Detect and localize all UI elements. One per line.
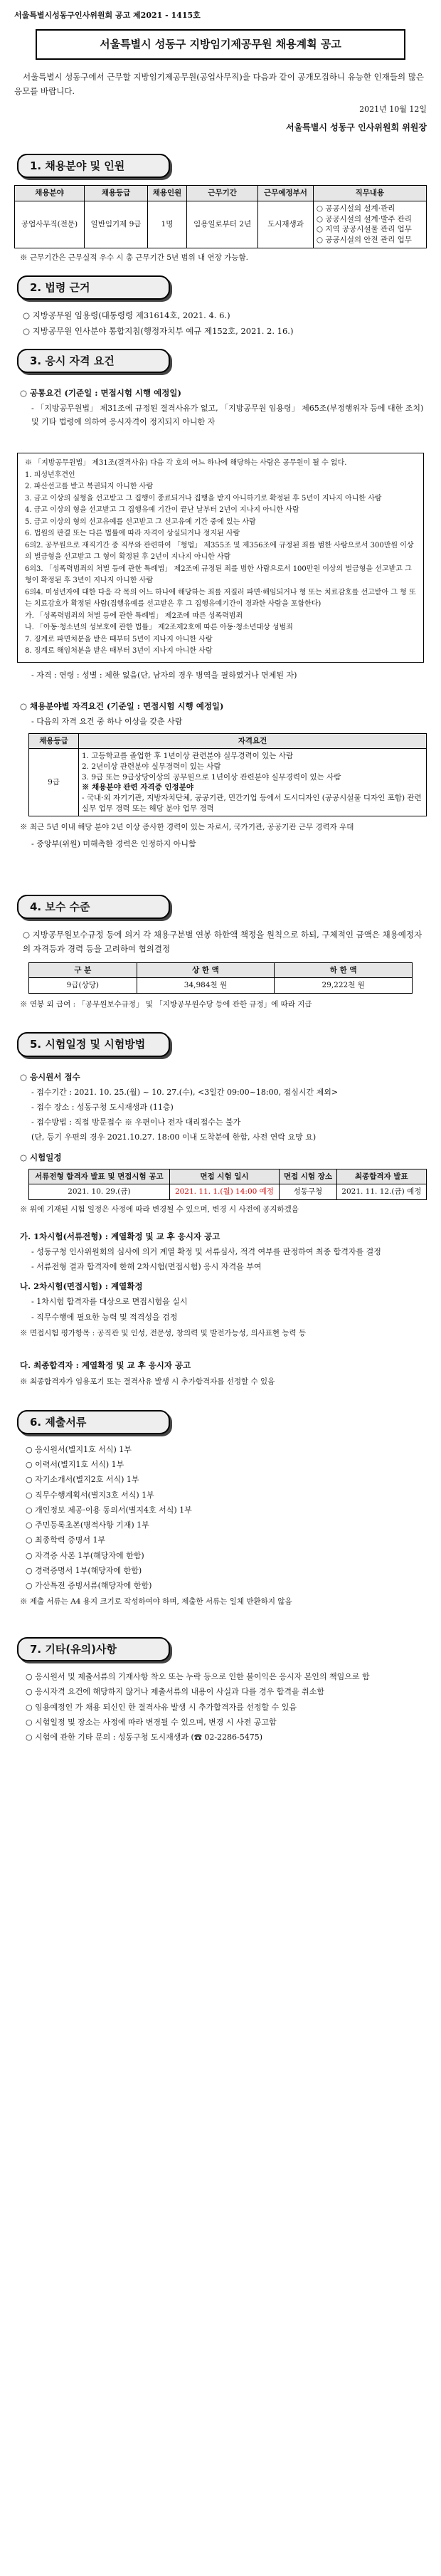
- intro-text: 서울특별시 성동구에서 근무할 지방임기제공무원(공업사무직)을 다음과 같이 공개모집하니 유능한 인재들의 많은 응모를 바랍니다.: [14, 71, 424, 96]
- duty-item: ○ 지역 공공시설물 관리 업무: [316, 225, 412, 234]
- section1-note: ※ 근무기간은 근무실적 우수 시 총 근무기간 5년 범위 내 연장 가능함.: [20, 253, 248, 262]
- document-item: ○ 개인정보 제공·이용 동의서(별지4호 서식) 1부: [26, 1505, 192, 1515]
- recruitment-table: [14, 185, 427, 248]
- section3-note: - 중앙부(위원) 미해촉한 경력은 인정하지 아니함: [31, 838, 196, 848]
- box-line: 가. 「성폭력범죄의 처벌 등에 관한 특례법」 제2조에 따른 성폭력범죄: [25, 611, 243, 620]
- document-item: ○ 이력서(별지1호 서식) 1부: [26, 1460, 124, 1470]
- section-heading-3: 3. 응시 자격 요건: [17, 349, 170, 373]
- receipt-item: - 접수 장소 : 성동구청 도시재생과 (11층): [31, 1102, 174, 1112]
- th-sched-doc: 서류전형 합격자 발표 및 면접시험 공고: [29, 1169, 170, 1184]
- step2-note: ※ 면접시험 평가항목 : 공직관 및 인성, 전문성, 창의력 및 발전가능성, 의사표현 능력 등: [20, 1328, 307, 1337]
- section3-note: ※ 최근 5년 이내 해당 분야 2년 이상 종사한 경력이 있는 자로서, 국가기관, 공공기관 근무 경력자 우대: [20, 823, 354, 832]
- box-line: 5. 금고 이상의 형의 선고유예를 선고받고 그 선고유예 기간 중에 있는 사람: [25, 517, 256, 526]
- salary-description: ○ 지방공무원보수규정 등에 의거 각 채용구분별 연봉 하한액 책정을 원칙으로 하되, 구체적인 금액은 채용예정자의 자격등과 경력 등을 고려하여 협의결정: [23, 930, 423, 955]
- rank-item: 2. 2년이상 관련분야 실무경력이 있는 사람: [82, 762, 221, 771]
- cell-salary-max: 34,984천 원: [137, 978, 275, 994]
- law-item: ○ 지방공무원 임용령(대통령령 제31614호, 2021. 4. 6.): [23, 310, 230, 321]
- th-field: 채용분야: [15, 186, 85, 201]
- cell-salary-category: 9급(상당): [29, 978, 137, 994]
- box-line: 6. 법원의 판결 또는 다른 법률에 따라 자격이 상실되거나 정지된 사람: [25, 530, 240, 538]
- step2-title: 나. 2차시험(면접시험) : 계열확정: [20, 1281, 143, 1292]
- notice-item: ○ 시험일정 및 장소는 사정에 따라 변경될 수 있으며, 변경 시 사전 공고함: [26, 1717, 277, 1727]
- table-row: [29, 749, 427, 816]
- section-heading-5: 5. 시험일정 및 시험방법: [17, 1032, 170, 1056]
- cell-grade: 일반임기제 9급: [85, 201, 148, 248]
- th-salary-min: 하 한 액: [275, 962, 413, 978]
- document-item: ○ 주민등록초본(병적사항 기재) 1부: [26, 1520, 149, 1530]
- page-title: 서울특별시 성동구 지방임기제공무원 채용계획 공고: [36, 29, 405, 59]
- disqualification-box: [17, 453, 424, 663]
- box-line: 1. 피성년후견인: [25, 470, 75, 479]
- box-line: 3. 금고 이상의 실형을 선고받고 그 집행이 종료되거나 집행을 받지 아니하기로 확정된 후 5년이 지나지 아니한 사람: [25, 494, 382, 503]
- rank-requirements-sub: - 다음의 자격 요건 중 하나 이상을 갖춘 사람: [31, 717, 183, 727]
- th-rank-grade: 채용등급: [29, 733, 79, 749]
- table-row: [29, 1184, 427, 1200]
- notice-item: ○ 임용예정인 가 채용 되신인 한 결격사유 발생 시 추가합격자를 선정할 수 있음: [26, 1702, 297, 1712]
- notice-item: ○ 시험에 관한 기타 문의 : 성동구청 도시재생과 (☎ 02-2286-5475): [26, 1733, 263, 1742]
- rank-item: - 국내·외 자기기관, 지방자치단체, 공공기관, 민간기업 등에서 도시디자인 (공공시설물 디자인 포함) 관련 실무 업무 경력 또는 해당 분야 업무 경력: [82, 794, 422, 813]
- th-period: 근무기간: [187, 186, 258, 201]
- document-item: ○ 최종학력 증명서 1부: [26, 1535, 106, 1545]
- box-line: 6의2. 공무원으로 재직기간 중 직무와 관련하여 「형법」 제355조 및 제356조에 규정된 죄를 범한 사람으로서 300만원 이상의 벌금형을 선고받고 그 형이 확정된 후 2년이 지나지 아니한 사람: [25, 541, 414, 562]
- rank-requirements-title: ○ 채용분야별 자격요건 (기준일 : 면접시험 시행 예정일): [20, 701, 224, 712]
- schedule-note: ※ 위에 기재된 시험 일정은 사정에 따라 변경될 수 있으며, 변경 시 사전에 공지하겠음: [20, 1205, 299, 1214]
- cell-rank-items: [79, 749, 427, 816]
- application-receipt-title: ○ 응시원서 접수: [20, 1071, 80, 1082]
- cell-count: 1명: [147, 201, 186, 248]
- section-heading-4: 4. 보수 수준: [17, 895, 170, 919]
- document-item: ○ 자기소개서(별지2호 서식) 1부: [26, 1475, 139, 1485]
- box-line: 나. 「아동·청소년의 성보호에 관한 법률」 제2조제2호에 따른 아동·청소년대상 성범죄: [25, 624, 293, 632]
- th-rank-requirements: 자격요건: [79, 733, 427, 749]
- cell-field: 공업사무직(전문): [15, 201, 85, 248]
- section-heading-1: 1. 채용분야 및 인원: [17, 154, 170, 178]
- box-line: ※ 「지방공무원법」 제31조(결격사유) 다음 각 호의 어느 하나에 해당하는 사람은 공무원이 될 수 없다.: [25, 459, 347, 468]
- rank-item: 1. 고등학교를 졸업한 후 1년이상 관련분야 실무경력이 있는 사람: [82, 752, 293, 761]
- section-heading-6: 6. 제출서류: [17, 1410, 170, 1434]
- cell-sched-final: 2021. 11. 12.(금) 예정: [336, 1184, 426, 1200]
- receipt-note: (단, 등기 우편의 경우 2021.10.27. 18:00 이내 도착분에 한함, 사전 연락 요망 요): [31, 1132, 317, 1142]
- box-line: 6의3. 「성폭력범죄의 처벌 등에 관한 특례법」 제2조에 규정된 죄를 범한 사람으로서 100만원 이상의 벌금형을 선고받고 그 형이 확정된 후 3년이 지나지 아니한 사람: [25, 564, 412, 585]
- cell-sched-doc: 2021. 10. 29.(금): [29, 1184, 170, 1200]
- cell-sched-place: 성동구청: [280, 1184, 337, 1200]
- document-item: ○ 직무수행계획서(별지3호 서식) 1부: [26, 1490, 154, 1500]
- th-count: 채용인원: [147, 186, 186, 201]
- th-salary-category: 구 분: [29, 962, 137, 978]
- rank-item: 3. 9급 또는 9급상당이상의 공무원으로 1년이상 관련분야 실무경력이 있는 사람: [82, 772, 341, 782]
- documents-note: ※ 제출 서류는 A4 용지 크기로 작성하여야 하며, 제출한 서류는 일체 반환하지 않음: [20, 1597, 292, 1607]
- final-title: 다. 최종합격자 : 계열확정 및 교 후 응시자 공고: [20, 1360, 191, 1371]
- th-sched-date: 면접 시험 일시: [169, 1169, 279, 1184]
- step1-item: - 성동구청 인사위원회의 심사에 의거 계열 확정 및 서류심사, 적격 여부를 판정하여 최종 합격자를 결정: [31, 1246, 381, 1256]
- section-heading-2: 2. 법령 근거: [17, 275, 170, 300]
- notice-item: ○ 응시자격 요건에 해당하지 않거나 제출서류의 내용이 사실과 다를 경우 합격을 취소함: [26, 1687, 324, 1697]
- receipt-item: - 접수방법 : 직접 방문접수 ※ 우편이나 전자 대리접수는 불가: [31, 1118, 241, 1127]
- cell-dept: 도시재생과: [258, 201, 314, 248]
- law-item: ○ 지방공무원 인사분야 통합지침(행정자치부 예규 제152호, 2021. 2. 16.): [23, 326, 294, 337]
- cell-period: 임용일로부터 2년: [187, 201, 258, 248]
- cell-duties: [313, 201, 426, 248]
- step2-item: - 1차시험 합격자를 대상으로 면접시험을 실시: [31, 1297, 188, 1307]
- document-item: ○ 응시원서(별지1호 서식) 1부: [26, 1444, 132, 1454]
- salary-note: ※ 연봉 외 급여 : 「공무원보수규정」 및 「지방공무원수당 등에 관한 규정」에 따라 지급: [20, 999, 312, 1009]
- th-sched-place: 면접 시험 장소: [280, 1169, 337, 1184]
- common-requirements-title: ○ 공통요건 (기준일 : 면접시험 시행 예정일): [20, 387, 181, 398]
- step2-item: - 직무수행에 필요한 능력 및 적격성을 검정: [31, 1312, 178, 1322]
- receipt-item: - 접수기간 : 2021. 10. 25.(월) ~ 10. 27.(수), <3일간 09:00~18:00, 점심시간 제외>: [31, 1087, 339, 1097]
- schedule-table: [28, 1169, 427, 1200]
- section-heading-7: 7. 기타(유의)사항: [17, 1637, 170, 1661]
- th-salary-max: 상 한 액: [137, 962, 275, 978]
- document-item: ○ 가산특전 증빙서류(해당자에 한함): [26, 1581, 152, 1591]
- table-row: [29, 978, 413, 994]
- salary-table: [28, 962, 413, 994]
- duty-item: ○ 공공시설의 설계·발주 관리: [316, 214, 412, 224]
- box-line: 8. 징계로 해임처분을 받은 때부터 3년이 지나지 아니한 사람: [25, 647, 213, 656]
- rank-requirements-table: [28, 733, 427, 817]
- step1-title: 가. 1차시험(서류전형) : 계열확정 및 교 후 응시자 공고: [20, 1231, 220, 1241]
- duty-item: ○ 공공시설의 안전 관리 업무: [316, 236, 412, 244]
- issuer: 서울특별시 성동구 인사위원회 위원장: [285, 122, 427, 132]
- step1-item: - 서류전형 결과 합격자에 한해 2차시험(면접시험) 응시 자격을 부여: [31, 1261, 262, 1271]
- box-line: 2. 파산선고를 받고 복권되지 아니한 사람: [25, 483, 153, 491]
- th-grade: 채용등급: [85, 186, 148, 201]
- th-dept: 근무예정부서: [258, 186, 314, 201]
- schedule-title: ○ 시험일정: [20, 1152, 62, 1162]
- cell-sched-date: 2021. 11. 1.(월) 14:00 예정: [169, 1184, 279, 1200]
- document-item: ○ 경력증명서 1부(해당자에 한함): [26, 1565, 142, 1575]
- th-sched-final: 최종합격자 발표: [336, 1169, 426, 1184]
- duty-item: ○ 공공시설의 설계·관리: [316, 204, 395, 213]
- final-note: ※ 최종합격자가 임용포기 또는 결격사유 발생 시 추가합격자를 선정할 수 있음: [20, 1377, 275, 1387]
- cell-salary-min: 29,222천 원: [275, 978, 413, 994]
- cell-rank-grade: 9급: [29, 749, 79, 816]
- box-line: 4. 금고 이상의 형을 선고받고 그 집행유예 기간이 끝난 날부터 2년이 지나지 아니한 사람: [25, 506, 299, 515]
- announcement-date: 2021년 10월 12일: [359, 104, 427, 114]
- notice-item: ○ 응시원서 및 제출서류의 기재사항 착오 또는 누락 등으로 인한 불이익은 응시자 본인의 책임으로 함: [26, 1672, 370, 1681]
- table-row: [15, 201, 427, 248]
- document-item: ○ 자격증 사본 1부(해당자에 한함): [26, 1550, 144, 1560]
- document-number: 서울특별시성동구인사위원회 공고 제2021 - 1415호: [14, 11, 201, 20]
- rank-item: ※ 채용분야 관련 자격증 인정분야: [82, 783, 193, 792]
- th-duties: 직무내용: [313, 186, 426, 201]
- box-line: 7. 징계로 파면처분을 받은 때부터 5년이 지나지 아니한 사람: [25, 635, 213, 643]
- box-line: 6의4. 미성년자에 대한 다음 각 목의 어느 하나에 해당하는 죄를 저질러 파면·해임되거나 형 또는 치료감호를 선고받아 그 형 또는 치료감호가 확정된 사람(집행유예를 선고받은 후 그 집행유예기간이 경과한 사람을 포함한다): [25, 588, 416, 609]
- common-requirement-item: - 「지방공무원법」 제31조에 규정된 결격사유가 없고, 「지방공무원 임용령」 제65조(부정행위자 등에 대한 조치) 및 기타 법령에 의하여 응시자격이 정지되지 아니한 자: [31, 403, 424, 427]
- age-gender-line: - 자격 : 연령 : 성별 : 제한 없음(단, 남자의 경우 병역을 필하였거나 면제된 자): [31, 670, 297, 680]
